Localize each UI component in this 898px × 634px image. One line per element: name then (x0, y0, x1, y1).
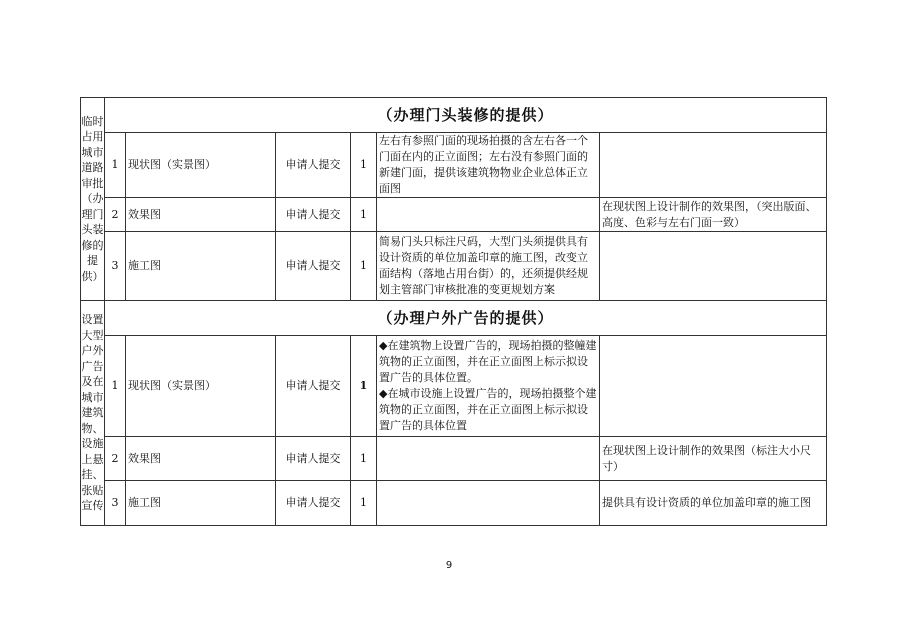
provider: 申请人提交 (276, 437, 351, 481)
copies: 1 (351, 437, 377, 481)
material-name: 效果图 (126, 437, 276, 481)
note (600, 336, 827, 437)
requirement-line: ◆在建筑物上设置广告的，现场拍摄的整幢建筑物的正立面图，并在正立面图上标示拟设置广告的具体位置。 (379, 339, 597, 384)
provider: 申请人提交 (276, 232, 351, 301)
row-number: 2 (105, 198, 126, 232)
table-row (81, 133, 827, 198)
requirement (377, 437, 600, 481)
document-table (80, 97, 827, 526)
requirement (377, 481, 600, 526)
category-cell: 临时占用城市道路审批（办理门头装修的提供） (81, 98, 105, 301)
copies: 1 (351, 232, 377, 301)
note: 提供具有设计资质的单位加盖印章的施工图 (600, 481, 827, 526)
row-number: 2 (105, 437, 126, 481)
provider: 申请人提交 (276, 133, 351, 198)
material-name: 现状图（实景图） (126, 336, 276, 437)
section-header-row (81, 301, 827, 336)
table-row (81, 232, 827, 301)
copies: 1 (351, 133, 377, 198)
table-row (81, 198, 827, 232)
category-cell: 设置大型户外广告及在城市建筑物、设施上悬挂、张贴宣传 (81, 301, 105, 526)
note: 在现状图上设计制作的效果图（标注大小尺寸） (600, 437, 827, 481)
page-number: 9 (445, 560, 453, 571)
row-number: 3 (105, 232, 126, 301)
section-title: （办理户外广告的提供） (105, 301, 827, 336)
requirement: 简易门头只标注尺码，大型门头须提供具有设计资质的单位加盖印章的施工图，改变立面结构（落地占用台街）的，还须提供经规划主管部门审核批准的变更规划方案 (377, 232, 600, 301)
requirement-line: ◆在城市设施上设置广告的，现场拍摄整个建筑物的正立面图，并在正立面图上标示拟设置广告的具体位置 (379, 387, 597, 432)
table-row (81, 437, 827, 481)
material-name: 效果图 (126, 198, 276, 232)
note (600, 133, 827, 198)
requirement: 左右有参照门面的现场拍摄的含左右各一个门面在内的正立面图；左右没有参照门面的新建门面，提供该建筑物物业企业总体正立面图 (377, 133, 600, 198)
table-row (81, 481, 827, 526)
requirement (377, 198, 600, 232)
copies: 1 (351, 336, 377, 437)
material-name: 现状图（实景图） (126, 133, 276, 198)
row-number: 1 (105, 133, 126, 198)
copies: 1 (351, 198, 377, 232)
section-title: （办理门头装修的提供） (105, 98, 827, 133)
table-row (81, 336, 827, 437)
note: 在现状图上设计制作的效果图，（突出版面、高度、色彩与左右门面一致） (600, 198, 827, 232)
provider: 申请人提交 (276, 481, 351, 526)
material-name: 施工图 (126, 481, 276, 526)
provider: 申请人提交 (276, 336, 351, 437)
row-number: 1 (105, 336, 126, 437)
row-number: 3 (105, 481, 126, 526)
provider: 申请人提交 (276, 198, 351, 232)
material-name: 施工图 (126, 232, 276, 301)
requirement (377, 336, 600, 437)
note (600, 232, 827, 301)
section-header-row (81, 98, 827, 133)
copies: 1 (351, 481, 377, 526)
